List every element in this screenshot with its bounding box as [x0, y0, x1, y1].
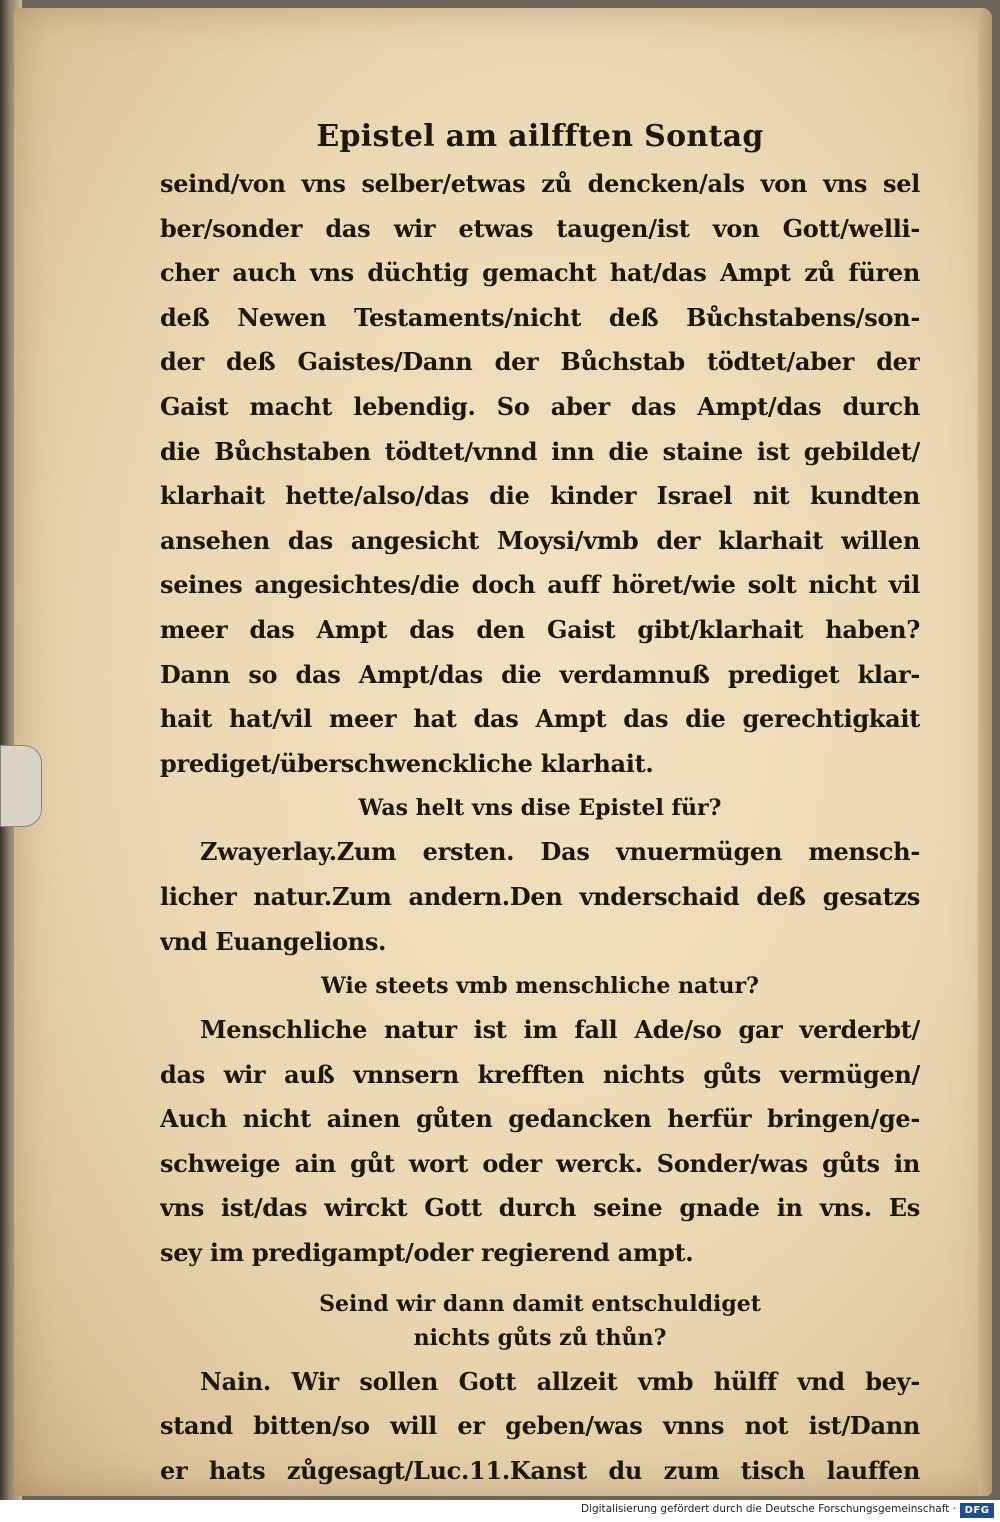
footer-bar — [0, 1500, 1000, 1522]
text-line: ber/sonder das wir etwas taugen/ist von Gott/welli‑ — [160, 213, 920, 243]
text-line: licher natur.Zum andern.Den vnderschaid deß gesatzs — [160, 881, 920, 911]
text-line: Auch nicht ainen gůten gedancken herfür bringen/ge‑ — [160, 1104, 920, 1134]
text-line: Gaist macht lebendig. So aber das Ampt/das durch — [160, 391, 920, 421]
page-heading: Epistel am ailfften Sontag — [316, 119, 764, 154]
page-clip — [0, 745, 42, 827]
text-line: prediget/überschwenckliche klarhait. — [160, 748, 654, 778]
paragraph-1 — [160, 162, 920, 786]
text-line: Menschliche natur ist im fall Ade/so gar verderbt/ — [200, 1015, 920, 1045]
text-line: seines angesichtes/die doch auff höret/wie solt nicht vil — [160, 570, 920, 600]
text-line: klarhait hette/also/das die kinder Israel nit kundten — [160, 481, 920, 511]
dfg-logo: DFG — [960, 1503, 994, 1518]
text-line: meer das Ampt das den Gaist gibt/klarhait haben? — [160, 614, 920, 644]
answer-2 — [160, 1008, 920, 1276]
answer-3 — [160, 1360, 920, 1494]
page-edge — [978, 8, 992, 1496]
text-line: stand bitten/so will er geben/was vnns not ist/Dann — [160, 1411, 920, 1441]
text-line: Zwayerlay.Zum ersten. Das vnuermügen mensch‑ — [200, 837, 920, 867]
text-line: die Bůchstaben tödtet/vnnd inn die staine ist gebildet/ — [160, 436, 920, 466]
text-line: seind/von vns selber/etwas zů dencken/als von vns sel — [160, 169, 920, 198]
text-line: ansehen das angesicht Moysi/vmb der klarhait willen — [160, 525, 920, 555]
text-line: hait hat/vil meer hat das Ampt das die gerechtigkait — [160, 704, 920, 734]
question-heading: Wie steets vmb menschliche natur? — [321, 973, 759, 1000]
page-text — [160, 112, 920, 1500]
text-line: vns ist/das wirckt Gott durch seine gnade in vns. Es — [160, 1193, 920, 1223]
text-line: vnd Euangelions. — [160, 926, 387, 956]
funding-credit: Digitalisierung gefördert durch die Deutsche Forschungsgemeinschaft · — [580, 1503, 956, 1515]
text-line: Nain. Wir sollen Gott allzeit vmb hülff vnd bey‑ — [200, 1366, 920, 1396]
text-line: deß Newen Testaments/nicht deß Bůchstabens/son‑ — [160, 302, 920, 332]
question-heading: nichts gůts zů thůn? — [413, 1324, 667, 1351]
text-line: der deß Gaistes/Dann der Bůchstab tödtet/aber der — [160, 347, 920, 377]
text-line: schweige ain gůt wort oder werck. Sonder/was gůts in — [160, 1148, 920, 1178]
answer-1 — [160, 830, 920, 964]
question-heading: Was helt vns dise Epistel für? — [358, 795, 722, 822]
text-line: cher auch vns düchtig gemacht hat/das Ampt zů füren — [160, 258, 920, 288]
text-line: er hats zůgesagt/Luc.11.Kanst du zum tisch lauffen — [160, 1455, 920, 1485]
text-line: Dann so das Ampt/das die verdamnuß prediget klar‑ — [160, 659, 920, 689]
question-heading: Seind wir dann damit entschuldiget — [319, 1290, 761, 1317]
text-line: sey im predigampt/oder regierend ampt. — [160, 1238, 694, 1268]
text-line: das wir auß vnnsern krefften nichts gůts vermügen/ — [160, 1059, 920, 1089]
